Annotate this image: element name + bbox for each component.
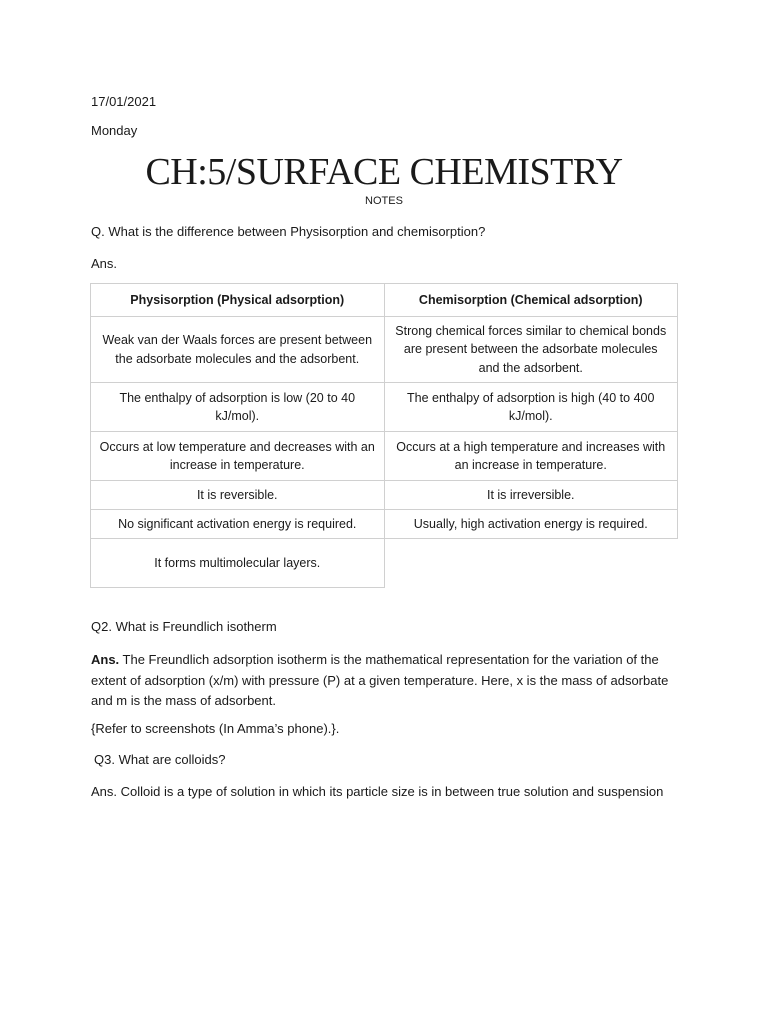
table-header-chemisorption: Chemisorption (Chemical adsorption)	[384, 284, 678, 317]
answer-2-label: Ans.	[91, 652, 120, 667]
answer-2-text: The Freundlich adsorption isotherm is the mathematical representation for the variation of the extent of adsorption (x/m) with pressure (P) at a given temperature. Here, x is the mass of adsorbate and m is the mass of adsorbent.	[91, 652, 669, 708]
table-row	[91, 432, 678, 481]
comparison-table	[90, 283, 678, 588]
table-cell: The enthalpy of adsorption is low (20 to 40 kJ/mol).	[91, 383, 385, 432]
answer-2	[91, 650, 691, 712]
question-2: Q2. What is Freundlich isotherm	[91, 619, 277, 634]
table-row	[91, 481, 678, 510]
table-cell-empty	[384, 539, 678, 588]
table-cell: Strong chemical forces similar to chemical bonds are present between the adsorbate molecules and the adsorbent.	[384, 317, 678, 383]
table-cell: It forms multimolecular layers.	[91, 539, 385, 588]
page-title: CH:5/SURFACE CHEMISTRY	[145, 151, 623, 193]
table-cell: It is reversible.	[91, 481, 385, 510]
day-text: Monday	[91, 123, 138, 138]
table-cell: Usually, high activation energy is required.	[384, 510, 678, 539]
table-header-row	[91, 284, 678, 317]
answer-1-label: Ans.	[91, 256, 118, 271]
page-subtitle: NOTES	[365, 195, 403, 207]
table-header-physisorption: Physisorption (Physical adsorption)	[91, 284, 385, 317]
table-cell: No significant activation energy is required.	[91, 510, 385, 539]
table-cell: Occurs at a high temperature and increases with an increase in temperature.	[384, 432, 678, 481]
answer-3: Ans. Colloid is a type of solution in which its particle size is in between true solution and suspension	[91, 784, 664, 799]
table-row	[91, 383, 678, 432]
table-row	[91, 317, 678, 383]
question-3: Q3. What are colloids?	[94, 752, 226, 767]
table-cell: Weak van der Waals forces are present between the adsorbate molecules and the adsorbent.	[91, 317, 385, 383]
table-cell: The enthalpy of adsorption is high (40 to 400 kJ/mol).	[384, 383, 678, 432]
table-row	[91, 510, 678, 539]
date-text: 17/01/2021	[91, 94, 157, 109]
table-cell: It is irreversible.	[384, 481, 678, 510]
question-1: Q. What is the difference between Physisorption and chemisorption?	[91, 224, 486, 239]
reference-note: {Refer to screenshots (In Amma’s phone).}.	[91, 721, 340, 736]
table-cell: Occurs at low temperature and decreases with an increase in temperature.	[91, 432, 385, 481]
table-row	[91, 539, 678, 588]
